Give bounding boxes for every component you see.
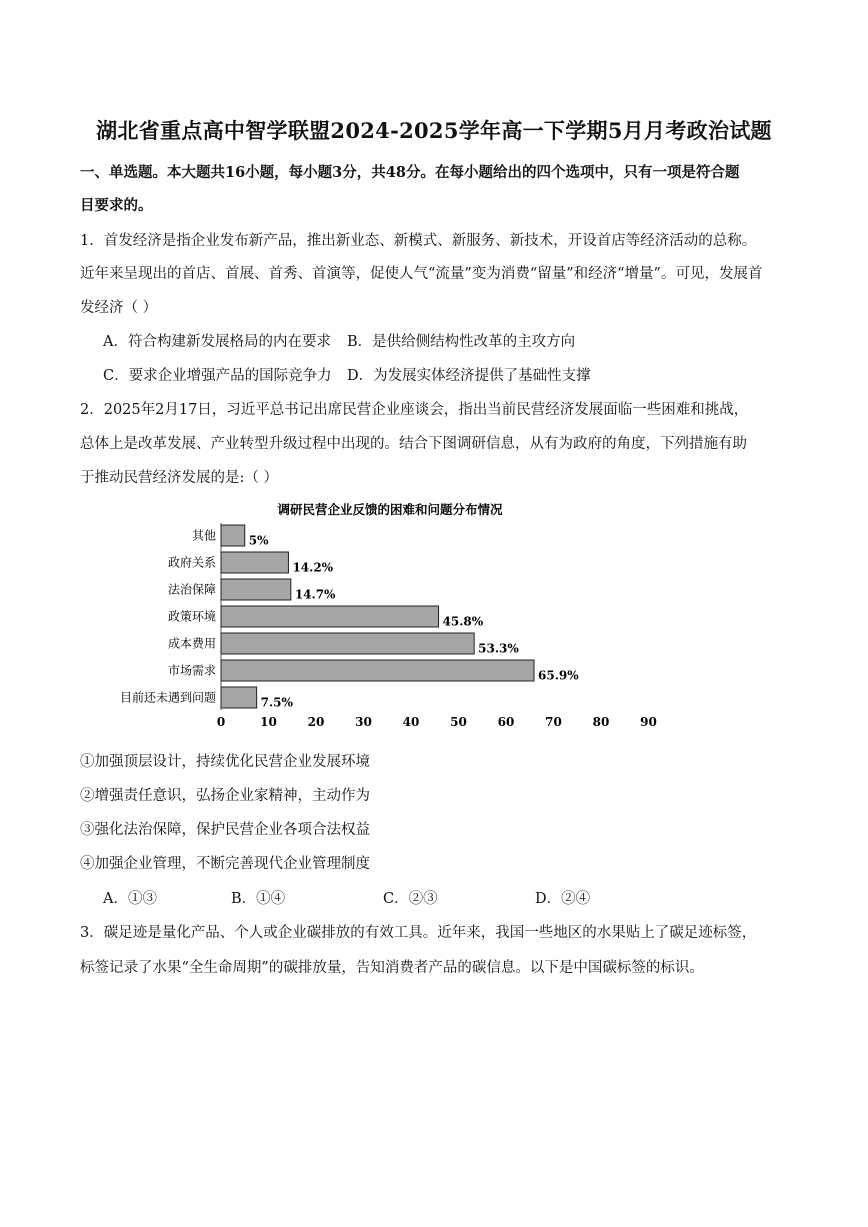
bar (221, 606, 439, 627)
section-heading-line1: 一、单选题。本大题共16小题，每小题3分，共48分。在每小题给出的四个选项中，只有一项是符合题 (80, 164, 740, 181)
x-tick-label: 40 (402, 715, 420, 729)
bar (221, 552, 288, 573)
category-label: 政策环境 (167, 609, 216, 624)
q1-option-a: A．符合构建新发展格局的内在要求 (103, 334, 331, 350)
q2-option-b: B．①④ (231, 891, 286, 907)
q2-statement-4: ④加强企业管理，不断完善现代企业管理制度 (80, 856, 370, 872)
q2-statement-3: ③强化法治保障，保护民营企业各项合法权益 (80, 822, 370, 838)
data-label: 45.8% (442, 614, 484, 629)
bar (221, 579, 291, 600)
bar (221, 687, 257, 708)
q1-option-b: B．是供给侧结构性改革的主攻方向 (347, 334, 576, 350)
data-label: 7.5% (260, 695, 293, 710)
x-tick-label: 80 (592, 715, 610, 729)
section-heading-line2: 目要求的。 (80, 197, 153, 214)
category-label: 其他 (191, 528, 216, 543)
q1-stem-line2: 近年来呈现出的首店、首展、首秀、首演等，促使人气“流量”变为消费“留量”和经济“增量”。可见，发展首 (80, 266, 763, 282)
x-tick-label: 90 (640, 715, 657, 729)
category-label: 政府关系 (167, 555, 216, 570)
bar (221, 660, 534, 681)
x-tick-label: 10 (260, 715, 277, 729)
q2-stem-line1: 2．2025年2月17日，习近平总书记出席民营企业座谈会，指出当前民营经济发展面临一些困难和挑战， (80, 402, 749, 418)
x-tick-label: 0 (216, 715, 226, 729)
data-label: 14.7% (294, 587, 336, 602)
q2-option-c: C．②③ (383, 891, 438, 907)
data-label: 65.9% (538, 668, 579, 683)
q3-stem-line2: 标签记录了水果“全生命周期”的碳排放量，告知消费者产品的碳信息。以下是中国碳标签的标识。 (80, 960, 704, 976)
category-label: 市场需求 (167, 663, 216, 678)
bar (221, 525, 245, 546)
q1-option-d: D．为发展实体经济提供了基础性支撑 (347, 368, 591, 384)
x-tick-label: 20 (307, 715, 325, 729)
x-tick-label: 70 (545, 715, 562, 729)
q2-option-a: A．①③ (103, 891, 157, 907)
q1-option-c: C．要求企业增强产品的国际竞争力 (103, 368, 332, 384)
data-label: 14.2% (292, 560, 334, 575)
x-tick-label: 30 (355, 715, 372, 729)
data-label: 5% (248, 533, 269, 548)
category-label: 目前还未遇到问题 (119, 690, 216, 705)
q2-statement-1: ①加强顶层设计，持续优化民营企业发展环境 (80, 754, 370, 770)
q2-stem-line3: 于推动民营经济发展的是:（ ） (80, 470, 278, 486)
q3-stem-line1: 3．碳足迹是量化产品、个人或企业碳排放的有效工具。近年来，我国一些地区的水果贴上了碳足迹标签， (80, 925, 757, 941)
q2-statement-2: ②增强责任意识，弘扬企业家精神，主动作为 (80, 788, 370, 804)
page-title: 湖北省重点高中智学联盟2024-2025学年高一下学期5月月考政治试题 (96, 118, 772, 143)
x-tick-label: 50 (450, 715, 467, 729)
q2-option-d: D．②④ (535, 891, 591, 907)
q1-stem-line1: 1．首发经济是指企业发布新产品，推出新业态、新模式、新服务、新技术，开设首店等经济活动的总称。 (80, 233, 757, 249)
bar-chart (0, 495, 868, 735)
category-label: 成本费用 (167, 636, 216, 651)
data-label: 53.3% (478, 641, 519, 656)
chart-title: 调研民营企业反馈的困难和问题分布情况 (277, 502, 503, 517)
x-tick-label: 60 (497, 715, 515, 729)
q1-stem-line3: 发经济（ ） (80, 300, 158, 316)
bar (221, 633, 474, 654)
q2-stem-line2: 总体上是改革发展、产业转型升级过程中出现的。结合下图调研信息，从有为政府的角度，下列措施有助 (80, 436, 747, 452)
category-label: 法治保障 (167, 582, 216, 597)
